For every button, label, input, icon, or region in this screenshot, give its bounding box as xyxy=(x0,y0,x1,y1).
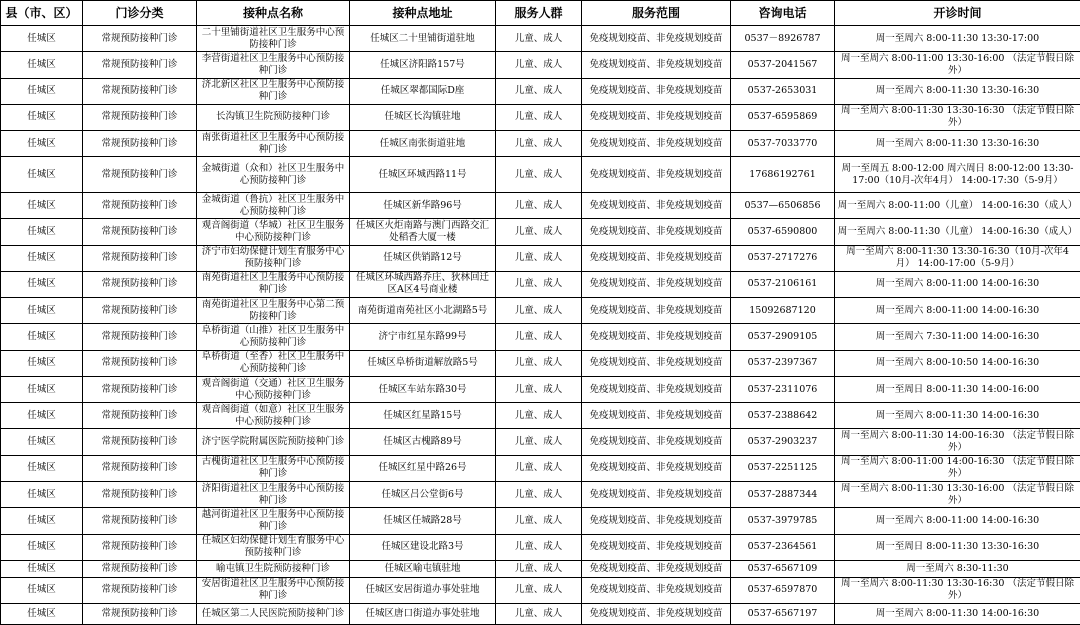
header-clinic-type: 门诊分类 xyxy=(83,1,197,26)
cell-county: 任城区 xyxy=(1,376,83,402)
cell-county: 任城区 xyxy=(1,577,83,603)
cell-county: 任城区 xyxy=(1,219,83,245)
cell-site-address: 任城区红星路15号 xyxy=(350,403,496,429)
cell-phone: 0537-7033770 xyxy=(731,131,835,157)
cell-clinic-type: 常规预防接种门诊 xyxy=(83,298,197,324)
cell-site-name: 越河街道社区卫生服务中心预防接种门诊 xyxy=(197,508,350,534)
cell-opening-hours: 周一至周六 8:00-11:30（儿童） 14:00-16:30（成人） xyxy=(835,219,1080,245)
header-row xyxy=(1,1,1080,26)
cell-opening-hours: 周一至周五 8:00-12:00 周六周日 8:00-12:00 13:30-17:00（10月-次年4月） 14:00-17:30（5-9月） xyxy=(835,157,1080,193)
cell-opening-hours: 周一至周六 7:30-11:00 14:00-16:30 xyxy=(835,324,1080,350)
cell-service-scope: 免疫规划疫苗、非免疫规划疫苗 xyxy=(582,508,731,534)
cell-opening-hours: 周一至周六 8:00-11:30 13:30-16:30 （法定节假日除外） xyxy=(835,104,1080,130)
cell-service-scope: 免疫规划疫苗、非免疫规划疫苗 xyxy=(582,455,731,481)
cell-phone: 0537-2251125 xyxy=(731,455,835,481)
table-row xyxy=(1,481,1080,507)
cell-county: 任城区 xyxy=(1,403,83,429)
cell-clinic-type: 常规预防接种门诊 xyxy=(83,271,197,297)
cell-opening-hours: 周一至周六 8:00-11:30 13:30-16:30 （法定节假日除外） xyxy=(835,577,1080,603)
cell-clinic-type: 常规预防接种门诊 xyxy=(83,534,197,560)
cell-clinic-type: 常规预防接种门诊 xyxy=(83,429,197,455)
cell-service-scope: 免疫规划疫苗、非免疫规划疫苗 xyxy=(582,376,731,402)
header-county: 县（市、区） xyxy=(1,1,83,26)
cell-service-population: 儿童、成人 xyxy=(496,376,582,402)
cell-service-scope: 免疫规划疫苗、非免疫规划疫苗 xyxy=(582,403,731,429)
cell-phone: 0537-6595869 xyxy=(731,104,835,130)
cell-clinic-type: 常规预防接种门诊 xyxy=(83,219,197,245)
cell-opening-hours: 周一至周六 8:00-11:30 13:30-16:30 xyxy=(835,78,1080,104)
cell-opening-hours: 周一至周六 8:00-11:30 14:00-16:30 （法定节假日除外） xyxy=(835,429,1080,455)
cell-service-scope: 免疫规划疫苗、非免疫规划疫苗 xyxy=(582,350,731,376)
cell-site-name: 任城区妇幼保健计划生育服务中心预防接种门诊 xyxy=(197,534,350,560)
cell-phone: 0537-6597870 xyxy=(731,577,835,603)
cell-service-population: 儿童、成人 xyxy=(496,26,582,52)
cell-service-population: 儿童、成人 xyxy=(496,534,582,560)
cell-phone: 0537-2909105 xyxy=(731,324,835,350)
cell-site-address: 任城区吕公堂街6号 xyxy=(350,481,496,507)
cell-phone: 0537—6506856 xyxy=(731,193,835,219)
table-row xyxy=(1,350,1080,376)
cell-county: 任城区 xyxy=(1,157,83,193)
table-row xyxy=(1,131,1080,157)
cell-site-address: 济宁市红星东路99号 xyxy=(350,324,496,350)
cell-opening-hours: 周一至周六 8:00-11:00 13:30-16:00 （法定节假日除外） xyxy=(835,52,1080,78)
cell-opening-hours: 周一至周六 8:00-11:00 14:00-16:30 xyxy=(835,271,1080,297)
cell-phone: 0537-2903237 xyxy=(731,429,835,455)
cell-opening-hours: 周一至周六 8:00-11:30 13:30-16:30 xyxy=(835,131,1080,157)
cell-service-scope: 免疫规划疫苗、非免疫规划疫苗 xyxy=(582,245,731,271)
cell-service-population: 儿童、成人 xyxy=(496,193,582,219)
header-phone: 咨询电话 xyxy=(731,1,835,26)
cell-county: 任城区 xyxy=(1,104,83,130)
cell-service-population: 儿童、成人 xyxy=(496,508,582,534)
cell-site-name: 金城街道（众和）社区卫生服务中心预防接种门诊 xyxy=(197,157,350,193)
cell-site-address: 任城区喻屯镇驻地 xyxy=(350,560,496,577)
cell-site-address: 任城区建设北路3号 xyxy=(350,534,496,560)
cell-phone: 0537-6590800 xyxy=(731,219,835,245)
cell-opening-hours: 周一至周六 8:00-11:00（儿童） 14:00-16:30（成人） xyxy=(835,193,1080,219)
cell-service-scope: 免疫规划疫苗、非免疫规划疫苗 xyxy=(582,78,731,104)
table-row xyxy=(1,219,1080,245)
cell-service-population: 儿童、成人 xyxy=(496,245,582,271)
cell-service-scope: 免疫规划疫苗、非免疫规划疫苗 xyxy=(582,429,731,455)
cell-site-address: 任城区阜桥街道解放路5号 xyxy=(350,350,496,376)
cell-site-address: 任城区新华路96号 xyxy=(350,193,496,219)
cell-county: 任城区 xyxy=(1,534,83,560)
cell-phone: 0537-2653031 xyxy=(731,78,835,104)
cell-clinic-type: 常规预防接种门诊 xyxy=(83,131,197,157)
cell-clinic-type: 常规预防接种门诊 xyxy=(83,78,197,104)
table-row xyxy=(1,603,1080,624)
table-row xyxy=(1,534,1080,560)
cell-site-address: 任城区古槐路89号 xyxy=(350,429,496,455)
cell-site-address: 任城区车站东路30号 xyxy=(350,376,496,402)
cell-site-address: 任城区环城西路乔庄、狄林回迁区A区4号商业楼 xyxy=(350,271,496,297)
cell-site-name: 观音阁街道（如意）社区卫生服务中心预防接种门诊 xyxy=(197,403,350,429)
cell-county: 任城区 xyxy=(1,245,83,271)
cell-clinic-type: 常规预防接种门诊 xyxy=(83,193,197,219)
table-row xyxy=(1,26,1080,52)
cell-site-address: 任城区长沟镇驻地 xyxy=(350,104,496,130)
header-service-scope: 服务范围 xyxy=(582,1,731,26)
table-row xyxy=(1,508,1080,534)
cell-service-population: 儿童、成人 xyxy=(496,271,582,297)
table-row xyxy=(1,577,1080,603)
cell-opening-hours: 周一至周六 8:00-11:30 13:30-17:00 xyxy=(835,26,1080,52)
cell-clinic-type: 常规预防接种门诊 xyxy=(83,508,197,534)
cell-site-name: 南张街道社区卫生服务中心预防接种门诊 xyxy=(197,131,350,157)
cell-site-name: 长沟镇卫生院预防接种门诊 xyxy=(197,104,350,130)
cell-phone: 0537-2106161 xyxy=(731,271,835,297)
cell-site-name: 阜桥街道（至香）社区卫生服务中心预防接种门诊 xyxy=(197,350,350,376)
cell-opening-hours: 周一至周六 8:00-11:30 13:30-16:00 （法定节假日除外） xyxy=(835,481,1080,507)
table-row xyxy=(1,271,1080,297)
cell-opening-hours: 周一至周六 8:00-11:00 14:00-16:30 （法定节假日除外） xyxy=(835,455,1080,481)
cell-clinic-type: 常规预防接种门诊 xyxy=(83,603,197,624)
cell-phone: 0537-2717276 xyxy=(731,245,835,271)
cell-site-name: 任城区第二人民医院预防接种门诊 xyxy=(197,603,350,624)
cell-county: 任城区 xyxy=(1,324,83,350)
cell-opening-hours: 周一至周六 8:00-11:00 14:00-16:30 xyxy=(835,298,1080,324)
cell-service-population: 儿童、成人 xyxy=(496,219,582,245)
cell-opening-hours: 周一至周日 8:00-11:30 13:30-16:30 xyxy=(835,534,1080,560)
cell-site-address: 任城区济阳路157号 xyxy=(350,52,496,78)
table-row xyxy=(1,52,1080,78)
cell-site-name: 阜桥街道（山推）社区卫生服务中心预防接种门诊 xyxy=(197,324,350,350)
cell-service-population: 儿童、成人 xyxy=(496,560,582,577)
cell-service-population: 儿童、成人 xyxy=(496,350,582,376)
cell-phone: 0537-6567197 xyxy=(731,603,835,624)
cell-county: 任城区 xyxy=(1,350,83,376)
table-row xyxy=(1,298,1080,324)
cell-county: 任城区 xyxy=(1,560,83,577)
cell-phone: 0537-6567109 xyxy=(731,560,835,577)
cell-clinic-type: 常规预防接种门诊 xyxy=(83,403,197,429)
cell-service-population: 儿童、成人 xyxy=(496,455,582,481)
cell-service-scope: 免疫规划疫苗、非免疫规划疫苗 xyxy=(582,52,731,78)
cell-clinic-type: 常规预防接种门诊 xyxy=(83,104,197,130)
cell-clinic-type: 常规预防接种门诊 xyxy=(83,157,197,193)
header-opening-hours: 开诊时间 xyxy=(835,1,1080,26)
table-row xyxy=(1,429,1080,455)
cell-clinic-type: 常规预防接种门诊 xyxy=(83,376,197,402)
cell-clinic-type: 常规预防接种门诊 xyxy=(83,324,197,350)
cell-phone: 0537-2388642 xyxy=(731,403,835,429)
cell-service-scope: 免疫规划疫苗、非免疫规划疫苗 xyxy=(582,271,731,297)
table-row xyxy=(1,324,1080,350)
cell-county: 任城区 xyxy=(1,298,83,324)
cell-site-name: 济宁医学院附属医院预防接种门诊 xyxy=(197,429,350,455)
cell-county: 任城区 xyxy=(1,131,83,157)
cell-site-address: 任城区供销路12号 xyxy=(350,245,496,271)
cell-site-name: 济北新区社区卫生服务中心预防接种门诊 xyxy=(197,78,350,104)
cell-county: 任城区 xyxy=(1,603,83,624)
cell-site-name: 金城街道（鲁抗）社区卫生服务中心预防接种门诊 xyxy=(197,193,350,219)
header-site-address: 接种点地址 xyxy=(350,1,496,26)
cell-county: 任城区 xyxy=(1,271,83,297)
cell-site-name: 二十里铺街道社区卫生服务中心预防接种门诊 xyxy=(197,26,350,52)
table-row xyxy=(1,560,1080,577)
cell-service-population: 儿童、成人 xyxy=(496,52,582,78)
table-row xyxy=(1,455,1080,481)
cell-opening-hours: 周一至周六 8:30-11:30 xyxy=(835,560,1080,577)
cell-service-population: 儿童、成人 xyxy=(496,131,582,157)
cell-site-name: 南苑街道社区卫生服务中心第二预防接种门诊 xyxy=(197,298,350,324)
cell-clinic-type: 常规预防接种门诊 xyxy=(83,481,197,507)
cell-clinic-type: 常规预防接种门诊 xyxy=(83,577,197,603)
cell-service-scope: 免疫规划疫苗、非免疫规划疫苗 xyxy=(582,534,731,560)
cell-service-population: 儿童、成人 xyxy=(496,481,582,507)
cell-service-population: 儿童、成人 xyxy=(496,157,582,193)
cell-clinic-type: 常规预防接种门诊 xyxy=(83,245,197,271)
cell-service-population: 儿童、成人 xyxy=(496,324,582,350)
cell-county: 任城区 xyxy=(1,26,83,52)
cell-phone: 0537-3979785 xyxy=(731,508,835,534)
cell-service-population: 儿童、成人 xyxy=(496,429,582,455)
cell-site-address: 任城区火炬南路与澳门西路交汇处稻香大厦一楼 xyxy=(350,219,496,245)
cell-site-address: 任城区唐口街道办事处驻地 xyxy=(350,603,496,624)
table-row xyxy=(1,78,1080,104)
cell-service-population: 儿童、成人 xyxy=(496,577,582,603)
table-body xyxy=(1,26,1080,625)
cell-site-name: 喻屯镇卫生院预防接种门诊 xyxy=(197,560,350,577)
cell-site-address: 任城区二十里铺街道驻地 xyxy=(350,26,496,52)
cell-county: 任城区 xyxy=(1,78,83,104)
cell-service-population: 儿童、成人 xyxy=(496,78,582,104)
cell-site-address: 南苑街道南苑社区小北湖路5号 xyxy=(350,298,496,324)
cell-service-population: 儿童、成人 xyxy=(496,403,582,429)
cell-phone: 15092687120 xyxy=(731,298,835,324)
cell-service-scope: 免疫规划疫苗、非免疫规划疫苗 xyxy=(582,481,731,507)
cell-phone: 0537-2397367 xyxy=(731,350,835,376)
cell-county: 任城区 xyxy=(1,52,83,78)
cell-service-scope: 免疫规划疫苗、非免疫规划疫苗 xyxy=(582,603,731,624)
cell-opening-hours: 周一至周六 8:00-10:50 14:00-16:30 xyxy=(835,350,1080,376)
cell-service-scope: 免疫规划疫苗、非免疫规划疫苗 xyxy=(582,298,731,324)
cell-site-address: 任城区红星中路26号 xyxy=(350,455,496,481)
cell-phone: 0537-2041567 xyxy=(731,52,835,78)
cell-county: 任城区 xyxy=(1,481,83,507)
cell-site-name: 观音阁街道（交通）社区卫生服务中心预防接种门诊 xyxy=(197,376,350,402)
cell-service-scope: 免疫规划疫苗、非免疫规划疫苗 xyxy=(582,324,731,350)
cell-opening-hours: 周一至周六 8:00-11:30 14:00-16:30 xyxy=(835,603,1080,624)
cell-phone: 0537-2311076 xyxy=(731,376,835,402)
cell-service-scope: 免疫规划疫苗、非免疫规划疫苗 xyxy=(582,131,731,157)
cell-site-address: 任城区翠都国际D座 xyxy=(350,78,496,104)
cell-county: 任城区 xyxy=(1,455,83,481)
cell-service-scope: 免疫规划疫苗、非免疫规划疫苗 xyxy=(582,157,731,193)
cell-site-name: 李营街道社区卫生服务中心预防接种门诊 xyxy=(197,52,350,78)
cell-clinic-type: 常规预防接种门诊 xyxy=(83,350,197,376)
cell-clinic-type: 常规预防接种门诊 xyxy=(83,455,197,481)
cell-service-scope: 免疫规划疫苗、非免疫规划疫苗 xyxy=(582,560,731,577)
cell-site-name: 观音阁街道（华城）社区卫生服务中心预防接种门诊 xyxy=(197,219,350,245)
cell-service-population: 儿童、成人 xyxy=(496,603,582,624)
cell-phone: 0537－8926787 xyxy=(731,26,835,52)
cell-site-name: 南苑街道社区卫生服务中心预防接种门诊 xyxy=(197,271,350,297)
table-row xyxy=(1,376,1080,402)
cell-service-scope: 免疫规划疫苗、非免疫规划疫苗 xyxy=(582,577,731,603)
cell-site-name: 济宁市妇幼保健计划生育服务中心预防接种门诊 xyxy=(197,245,350,271)
header-site-name: 接种点名称 xyxy=(197,1,350,26)
cell-service-scope: 免疫规划疫苗、非免疫规划疫苗 xyxy=(582,104,731,130)
cell-opening-hours: 周一至周日 8:00-11:30 14:00-16:00 xyxy=(835,376,1080,402)
cell-clinic-type: 常规预防接种门诊 xyxy=(83,26,197,52)
cell-opening-hours: 周一至周六 8:00-11:30 14:00-16:30 xyxy=(835,403,1080,429)
cell-service-scope: 免疫规划疫苗、非免疫规划疫苗 xyxy=(582,193,731,219)
cell-opening-hours: 周一至周六 8:00-11:00 14:00-16:30 xyxy=(835,508,1080,534)
cell-site-address: 任城区任城路28号 xyxy=(350,508,496,534)
cell-phone: 17686192761 xyxy=(731,157,835,193)
cell-service-population: 儿童、成人 xyxy=(496,104,582,130)
header-service-population: 服务人群 xyxy=(496,1,582,26)
table-row xyxy=(1,157,1080,193)
table-row xyxy=(1,104,1080,130)
cell-opening-hours: 周一至周六 8:00-11:30 13:30-16:30（10月-次年4月） 14:00-17:00（5-9月） xyxy=(835,245,1080,271)
cell-phone: 0537-2887344 xyxy=(731,481,835,507)
cell-service-scope: 免疫规划疫苗、非免疫规划疫苗 xyxy=(582,219,731,245)
cell-site-address: 任城区环城西路11号 xyxy=(350,157,496,193)
cell-service-population: 儿童、成人 xyxy=(496,298,582,324)
cell-site-name: 济阳街道社区卫生服务中心预防接种门诊 xyxy=(197,481,350,507)
cell-clinic-type: 常规预防接种门诊 xyxy=(83,52,197,78)
cell-county: 任城区 xyxy=(1,193,83,219)
cell-clinic-type: 常规预防接种门诊 xyxy=(83,560,197,577)
cell-site-name: 安居街道社区卫生服务中心预防接种门诊 xyxy=(197,577,350,603)
cell-phone: 0537-2364561 xyxy=(731,534,835,560)
table-row xyxy=(1,403,1080,429)
cell-site-address: 任城区安居街道办事处驻地 xyxy=(350,577,496,603)
cell-site-name: 古槐街道社区卫生服务中心预防接种门诊 xyxy=(197,455,350,481)
table-row xyxy=(1,245,1080,271)
cell-county: 任城区 xyxy=(1,508,83,534)
cell-county: 任城区 xyxy=(1,429,83,455)
cell-site-address: 任城区南张街道驻地 xyxy=(350,131,496,157)
table-row xyxy=(1,193,1080,219)
cell-service-scope: 免疫规划疫苗、非免疫规划疫苗 xyxy=(582,26,731,52)
